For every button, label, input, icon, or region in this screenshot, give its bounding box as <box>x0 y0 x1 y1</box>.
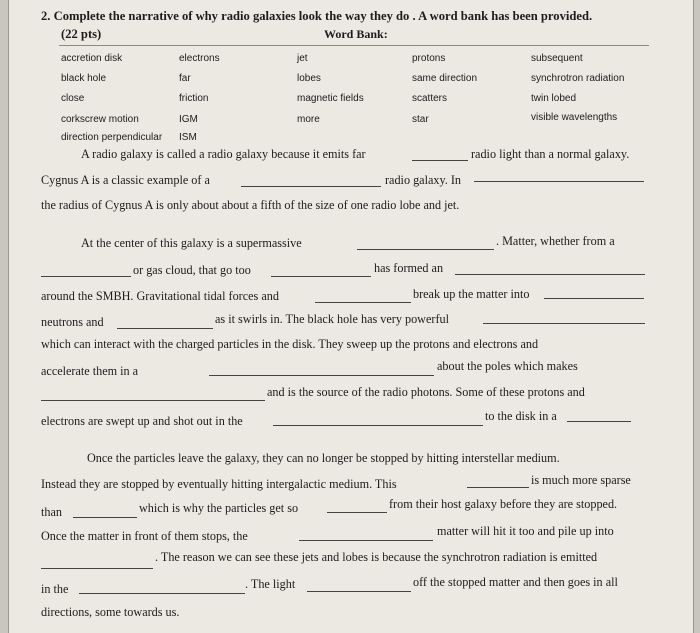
word-bank-term: lobes <box>297 73 321 84</box>
text-line: . The reason we can see these jets and lobes is because the synchrotron radiation is emitted <box>155 550 598 564</box>
text-line: Cygnus A is a classic example of a <box>41 173 210 187</box>
text-line: . Matter, whether from a <box>496 234 615 248</box>
word-bank-term: more <box>297 114 320 125</box>
answer-blank-17[interactable] <box>73 517 137 518</box>
text-line: At the center of this galaxy is a supermassive <box>81 236 302 250</box>
word-bank-term: twin lobed <box>531 93 577 104</box>
answer-blank-9[interactable] <box>544 298 644 299</box>
answer-blank-4[interactable] <box>357 249 494 250</box>
answer-blank-14[interactable] <box>273 425 483 426</box>
text-line: Once the particles leave the galaxy, they can no longer be stopped by hitting interstellar medium. <box>87 451 560 465</box>
text-line: A radio galaxy is called a radio galaxy because it emits far <box>81 147 366 161</box>
text-line: in the <box>41 582 69 596</box>
text-line: off the stopped matter and then goes in all <box>413 575 618 589</box>
text-line: or gas cloud, that go too <box>133 263 251 277</box>
answer-blank-19[interactable] <box>299 540 433 541</box>
word-bank-term: star <box>412 114 429 125</box>
worksheet-page <box>8 0 694 633</box>
answer-blank-12[interactable] <box>209 375 434 376</box>
text-line: Once the matter in front of them stops, the <box>41 529 248 543</box>
text-line: accelerate them in a <box>41 364 139 378</box>
text-line: which can interact with the charged particles in the disk. They sweep up the protons and electrons and <box>41 337 539 351</box>
text-line: . The light <box>245 577 296 591</box>
answer-blank-8[interactable] <box>315 302 411 303</box>
word-bank-term: synchrotron radiation <box>531 73 625 84</box>
word-bank-term: direction perpendicular <box>61 132 163 143</box>
answer-blank-5[interactable] <box>41 276 131 277</box>
word-bank-term: jet <box>297 53 308 64</box>
word-bank-term: far <box>179 73 191 84</box>
text-line: which is why the particles get so <box>139 501 299 515</box>
word-bank-term: same direction <box>412 73 478 84</box>
question-title: 2. Complete the narrative of why radio galaxies look the way they do . A word bank has been provided. <box>41 9 593 23</box>
answer-blank-18[interactable] <box>327 512 387 513</box>
text-line: about the poles which makes <box>437 359 578 373</box>
word-bank-term: black hole <box>61 73 107 84</box>
word-bank-term: subsequent <box>531 53 583 64</box>
answer-blank-2[interactable] <box>241 186 381 187</box>
answer-blank-21[interactable] <box>79 593 245 594</box>
text-line: and is the source of the radio photons. Some of these protons and <box>267 385 585 399</box>
text-line: is much more sparse <box>531 473 631 487</box>
word-bank-term: corkscrew motion <box>61 114 139 125</box>
answer-blank-6[interactable] <box>271 276 371 277</box>
answer-blank-22[interactable] <box>307 591 411 592</box>
answer-blank-13[interactable] <box>41 400 265 401</box>
word-bank-top-rule <box>59 45 649 46</box>
word-bank-term: visible wavelengths <box>531 112 618 123</box>
answer-blank-1[interactable] <box>412 160 468 161</box>
text-line: as it swirls in. The black hole has very powerful <box>215 312 449 326</box>
question-points: (22 pts) <box>61 27 102 41</box>
text-line: Instead they are stopped by eventually hitting intergalactic medium. This <box>41 477 397 491</box>
word-bank-term: accretion disk <box>61 53 123 64</box>
text-line: to the disk in a <box>485 409 557 423</box>
text-line: directions, some towards us. <box>41 605 180 619</box>
word-bank-term: protons <box>412 53 446 64</box>
text-line: from their host galaxy before they are stopped. <box>389 497 618 511</box>
word-bank-term: electrons <box>179 53 220 64</box>
text-line: electrons are swept up and shot out in the <box>41 414 243 428</box>
word-bank-term: magnetic fields <box>297 93 364 104</box>
answer-blank-3[interactable] <box>474 181 644 182</box>
word-bank-term: IGM <box>179 114 198 125</box>
word-bank-term: ISM <box>179 132 197 143</box>
word-bank-term: close <box>61 93 85 104</box>
text-line: neutrons and <box>41 315 104 329</box>
text-line: has formed an <box>374 261 444 275</box>
text-line: radio light than a normal galaxy. <box>471 147 630 161</box>
word-bank-title: Word Bank: <box>324 27 388 41</box>
text-line: the radius of Cygnus A is only about about a fifth of the size of one radio lobe and jet. <box>41 198 460 212</box>
answer-blank-10[interactable] <box>117 328 213 329</box>
answer-blank-16[interactable] <box>467 487 529 488</box>
text-line: around the SMBH. Gravitational tidal forces and <box>41 289 279 303</box>
answer-blank-7[interactable] <box>455 274 645 275</box>
word-bank-term: scatters <box>412 93 448 104</box>
answer-blank-20[interactable] <box>41 568 153 569</box>
text-line: matter will hit it too and pile up into <box>437 524 614 538</box>
text-line: than <box>41 505 62 519</box>
answer-blank-15[interactable] <box>567 421 631 422</box>
text-line: radio galaxy. In <box>385 173 462 187</box>
word-bank-term: friction <box>179 93 209 104</box>
answer-blank-11[interactable] <box>483 323 645 324</box>
text-line: break up the matter into <box>413 287 530 301</box>
